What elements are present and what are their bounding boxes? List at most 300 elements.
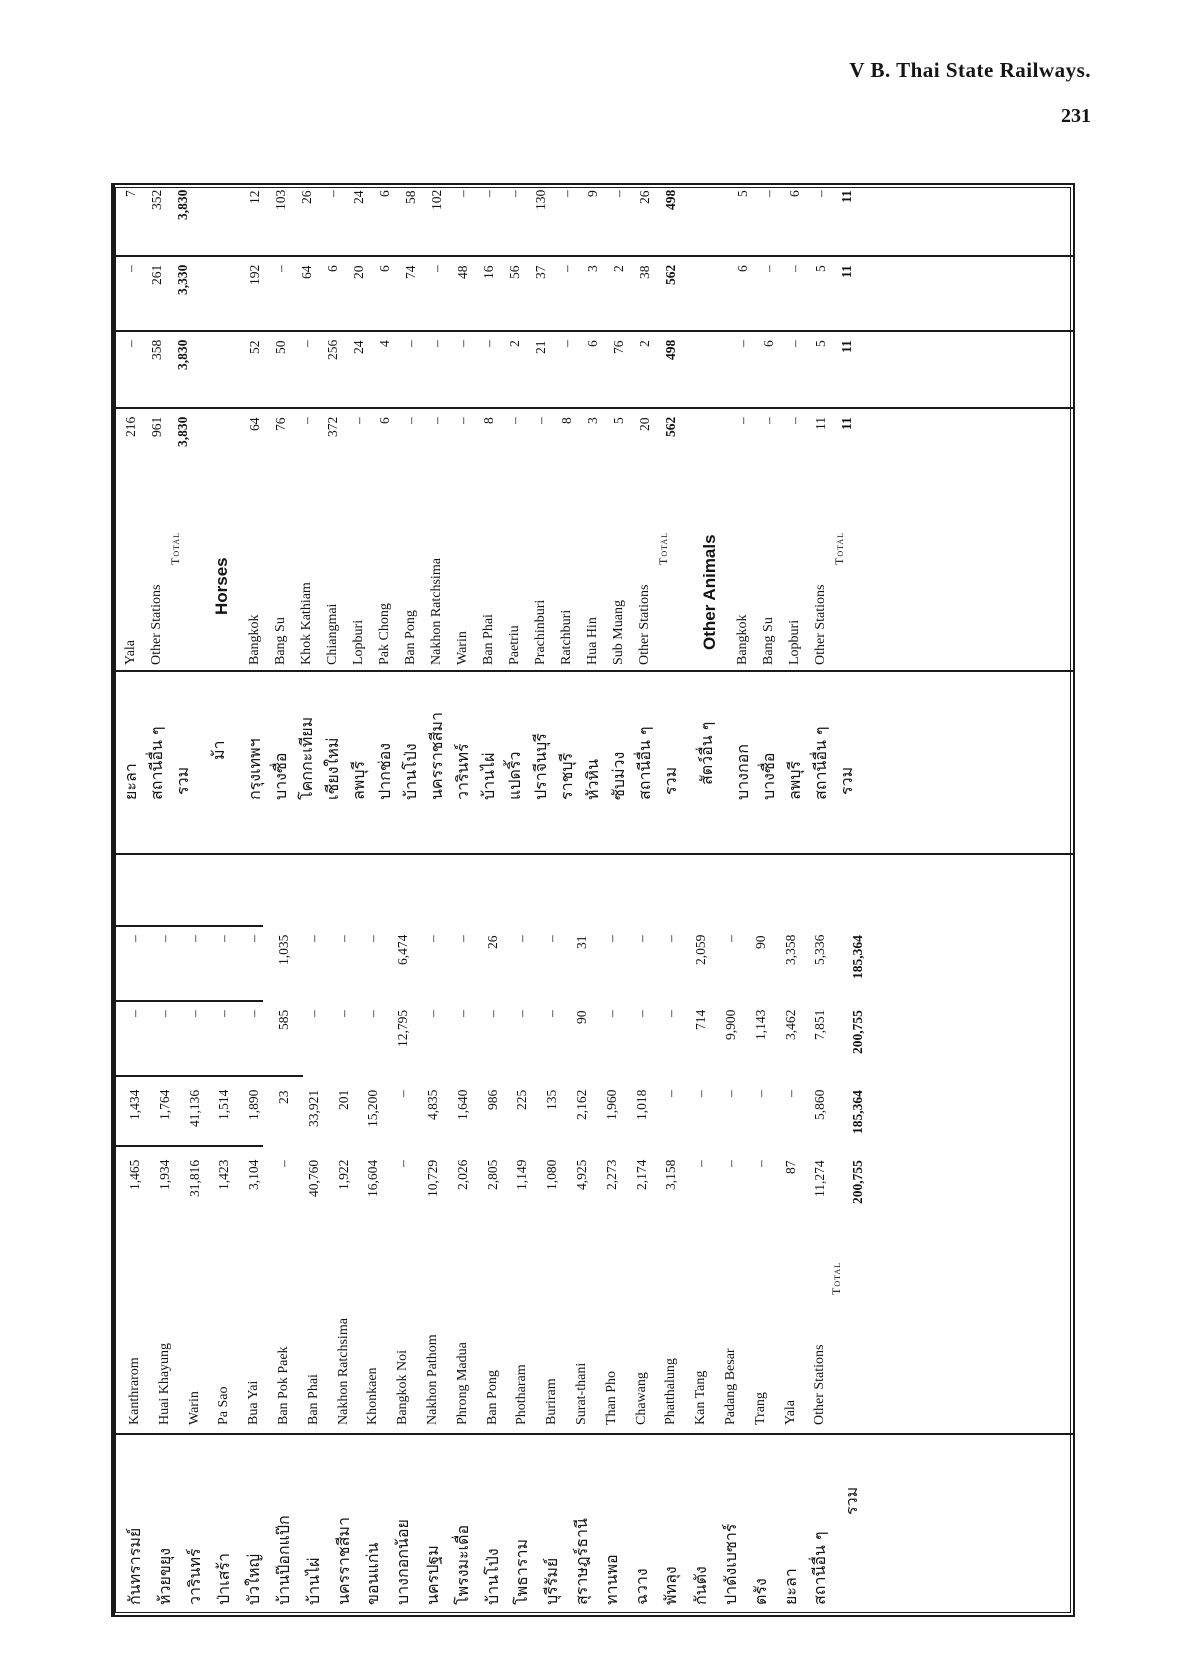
- thai-station-name: บางซื่อ: [271, 752, 290, 800]
- table-cell: –: [611, 190, 626, 197]
- table-cell: 6: [787, 190, 802, 197]
- column-rule: [113, 185, 115, 1615]
- total-cell: 3,330: [175, 264, 190, 295]
- section-thai-heading: สัตว์อื่น ๆ: [697, 721, 716, 785]
- thai-station-name: บ้านโป่ง: [482, 1548, 502, 1605]
- table-cell: –: [663, 935, 679, 942]
- table-cell: –: [507, 190, 522, 197]
- row-rule: [113, 853, 1073, 855]
- section-heading: Horses: [211, 557, 231, 615]
- table-cell: 225: [514, 1089, 530, 1110]
- table-cell: 5,860: [812, 1089, 828, 1120]
- table-cell: 37: [533, 265, 548, 279]
- station-name: Bangkok: [735, 614, 750, 665]
- row-rule: [113, 255, 1073, 257]
- table-cell: 1,434: [127, 1089, 142, 1120]
- table-cell: 1,465: [127, 1159, 142, 1190]
- thai-station-name: บางกอก: [733, 744, 752, 800]
- total-cell: 562: [663, 416, 678, 437]
- thai-station-name: ห้วยขยุง: [154, 1547, 174, 1605]
- table-cell: 24: [351, 190, 366, 204]
- total-thai-label: รวม: [661, 766, 680, 795]
- thai-station-name: หัวหิน: [583, 758, 602, 800]
- station-name: Photharam: [514, 1364, 530, 1425]
- table-cell: 6,474: [395, 934, 411, 965]
- table-cell: –: [429, 417, 444, 424]
- table-cell: 3,158: [663, 1159, 679, 1190]
- thai-station-name: ราชบุรี: [557, 752, 576, 800]
- station-name: Ban Phai: [305, 1374, 321, 1425]
- table-cell: –: [633, 1010, 649, 1017]
- station-name: Paetriu: [507, 625, 522, 665]
- table-cell: 5: [735, 190, 750, 197]
- station-name: Padang Besar: [723, 1348, 738, 1425]
- table-cell: –: [559, 190, 574, 197]
- total-thai-label: รวม: [837, 766, 856, 795]
- table-cell: 31: [574, 935, 589, 949]
- table-cell: –: [395, 1160, 411, 1167]
- table-cell: –: [273, 265, 288, 272]
- table-cell: 21: [533, 340, 548, 354]
- station-name: Warin: [186, 1391, 202, 1425]
- thai-station-name: ยะลา: [121, 763, 140, 800]
- table-cell: –: [216, 1010, 232, 1017]
- table-cell: 5: [813, 265, 828, 272]
- station-name: Yala: [123, 639, 138, 665]
- thai-station-name: ปาดังเบซาร์: [721, 1523, 740, 1605]
- table-cell: 90: [574, 1010, 589, 1024]
- station-name: Phatthalung: [663, 1358, 679, 1425]
- table-cell: 10,729: [425, 1159, 440, 1197]
- table-cell: 352: [149, 189, 164, 210]
- table-cell: 87: [782, 1160, 798, 1174]
- row-rule: [113, 1433, 1073, 1435]
- table-cell: –: [735, 417, 750, 424]
- total-label: Total: [168, 531, 182, 565]
- table-cell: 90: [752, 935, 768, 949]
- table-cell: –: [455, 417, 470, 424]
- table-cell: 103: [273, 189, 288, 210]
- table-cell: 2,805: [484, 1159, 500, 1190]
- total-cell: 11: [839, 190, 854, 203]
- table-cell: 76: [611, 340, 626, 354]
- table-cell: 714: [693, 1009, 709, 1030]
- table-cell: –: [484, 1010, 500, 1017]
- thai-station-name: บางกอกน้อย: [393, 1519, 413, 1605]
- station-name: Nakhon Pathom: [425, 1334, 440, 1425]
- table-cell: 6: [585, 340, 600, 347]
- table-cell: –: [752, 1160, 768, 1167]
- table-cell: –: [723, 1090, 738, 1097]
- station-name: Bua Yai: [246, 1380, 262, 1425]
- table-cell: –: [365, 935, 381, 942]
- station-name: Chawang: [633, 1372, 649, 1425]
- station-name: Huai Khayung: [156, 1342, 172, 1425]
- table-cell: –: [123, 340, 138, 347]
- station-name: Pak Chong: [377, 603, 392, 665]
- table-cell: –: [782, 1090, 798, 1097]
- table-cell: 1,018: [633, 1089, 649, 1120]
- station-name: Ban Pong: [484, 1370, 500, 1425]
- table-cell: 6: [377, 265, 392, 272]
- table-cell: 9: [585, 190, 600, 197]
- table-cell: 24: [351, 340, 366, 354]
- station-name: Ban Pok Paek: [276, 1346, 291, 1425]
- total-label: Total: [656, 531, 670, 565]
- table-cell: –: [663, 1010, 679, 1017]
- table-cell: –: [787, 265, 802, 272]
- page-number: 231: [1061, 105, 1091, 127]
- table-cell: 52: [247, 340, 262, 354]
- table-cell: –: [533, 417, 548, 424]
- station-name: Lopburi: [787, 619, 802, 665]
- thai-station-name: ซับม่วง: [609, 751, 628, 800]
- table-cell: –: [761, 265, 776, 272]
- table-cell: 1,035: [276, 934, 291, 965]
- table-cell: –: [425, 935, 440, 942]
- table-cell: 3,358: [782, 934, 798, 965]
- table-cell: –: [761, 417, 776, 424]
- thai-station-name: บ้านไผ่: [303, 1557, 323, 1605]
- station-name: Ban Phai: [481, 614, 496, 665]
- thai-station-name: กันทรารมย์: [125, 1527, 144, 1605]
- station-name: Prachinburi: [533, 599, 548, 665]
- table-cell: –: [335, 1010, 351, 1017]
- table-cell: –: [246, 1010, 262, 1017]
- total-cell: 200,755: [850, 1010, 866, 1054]
- station-name: Sub Muang: [611, 600, 626, 665]
- station-name: Bangkok: [247, 614, 262, 665]
- thai-station-name: พัทลุง: [661, 1566, 681, 1605]
- table-cell: –: [365, 1010, 381, 1017]
- table-cell: 2: [611, 265, 626, 272]
- table-cell: 3,462: [782, 1009, 798, 1040]
- thai-station-name: ฉวาง: [631, 1568, 651, 1605]
- thai-station-name: นครปฐม: [423, 1545, 442, 1605]
- thai-station-name: ป่าเสร้า: [214, 1553, 234, 1605]
- table-cell: 5,336: [812, 934, 828, 965]
- table-cell: –: [454, 935, 470, 942]
- table-cell: 1,890: [246, 1089, 262, 1120]
- table-cell: –: [813, 190, 828, 197]
- table-cell: 26: [299, 190, 314, 204]
- table-cell: –: [395, 1090, 411, 1097]
- table-cell: 64: [247, 417, 262, 431]
- thai-station-name: ยะลา: [780, 1568, 800, 1605]
- table-cell: 1,640: [454, 1089, 470, 1120]
- table-cell: 585: [276, 1009, 291, 1030]
- table-cell: 11,274: [812, 1160, 828, 1197]
- table-cell: –: [752, 1090, 768, 1097]
- table-cell: –: [325, 190, 340, 197]
- table-cell: –: [429, 340, 444, 347]
- table-cell: 4,925: [574, 1159, 589, 1190]
- table-cell: –: [216, 935, 232, 942]
- table-cell: 26: [484, 935, 500, 949]
- row-rule: [113, 1000, 263, 1002]
- table-cell: –: [299, 340, 314, 347]
- table-cell: 74: [403, 265, 418, 279]
- table-cell: –: [425, 1010, 440, 1017]
- table-cell: 1,764: [156, 1089, 172, 1120]
- table-cell: –: [305, 935, 321, 942]
- table-cell: –: [481, 340, 496, 347]
- table-cell: –: [514, 935, 530, 942]
- table-cell: 961: [149, 416, 164, 437]
- table-cell: –: [351, 417, 366, 424]
- table-cell: 6: [761, 340, 776, 347]
- station-name: Warin: [455, 631, 470, 665]
- table-cell: –: [403, 417, 418, 424]
- table-cell: –: [186, 1010, 202, 1017]
- row-rule: [113, 670, 1073, 672]
- station-name: Khok Kathiam: [299, 582, 314, 665]
- station-name: Bang Su: [761, 617, 776, 665]
- table-cell: 4,835: [425, 1089, 440, 1120]
- table-cell: –: [559, 265, 574, 272]
- table-cell: –: [246, 935, 262, 942]
- table-cell: 76: [273, 417, 288, 431]
- thai-station-name: โพรงมะเดื่อ: [452, 1524, 472, 1605]
- thai-station-name: บุรีรัมย์: [542, 1557, 562, 1605]
- table-cell: 6: [377, 417, 392, 424]
- total-cell: 11: [839, 417, 854, 430]
- table-cell: –: [127, 935, 142, 942]
- station-name: Pa Sao: [216, 1386, 232, 1425]
- station-name: Nakhon Ratchsima: [335, 1318, 351, 1425]
- table-cell: 4: [377, 340, 392, 347]
- table-cell: 2: [507, 340, 522, 347]
- table-cell: 7,851: [812, 1009, 828, 1040]
- thai-station-name: โพธาราม: [512, 1538, 532, 1605]
- table-cell: –: [787, 417, 802, 424]
- station-name: Other Stations: [637, 584, 652, 665]
- table-cell: 2,059: [693, 934, 709, 965]
- table-cell: –: [403, 340, 418, 347]
- table-cell: –: [559, 340, 574, 347]
- table-cell: 58: [403, 190, 418, 204]
- table-cell: –: [603, 935, 619, 942]
- table-cell: –: [305, 1010, 321, 1017]
- table-cell: 20: [351, 265, 366, 279]
- table-cell: 130: [533, 189, 548, 210]
- table-cell: –: [761, 190, 776, 197]
- table-cell: 102: [429, 189, 444, 210]
- table-cell: 1,149: [514, 1159, 530, 1190]
- table-cell: 261: [149, 264, 164, 285]
- station-name: Other Stations: [812, 1344, 828, 1425]
- table-cell: 2,273: [603, 1159, 619, 1190]
- station-name: Nakhon Ratchsima: [429, 558, 444, 665]
- total-cell: 3,830: [175, 189, 190, 220]
- thai-station-name: บางซื่อ: [759, 752, 778, 800]
- row-rule: [113, 407, 1073, 409]
- table-cell: 3: [585, 417, 600, 424]
- table-cell: –: [481, 190, 496, 197]
- table-cell: 1,143: [752, 1009, 768, 1040]
- table-cell: 20: [637, 417, 652, 431]
- table-cell: 201: [335, 1089, 351, 1110]
- table-cell: 16,604: [365, 1159, 381, 1197]
- total-label: Total: [829, 1261, 844, 1295]
- table-cell: 6: [735, 265, 750, 272]
- table-cell: 31,816: [186, 1159, 202, 1197]
- thai-station-name: ลพบุรี: [349, 760, 368, 800]
- table-cell: 26: [637, 190, 652, 204]
- thai-station-name: สุราษฎร์ธานี: [572, 1518, 591, 1605]
- table-cell: –: [633, 935, 649, 942]
- table-cell: –: [186, 935, 202, 942]
- table-cell: 64: [299, 265, 314, 279]
- thai-station-name: ปราจีนบุรี: [531, 733, 550, 800]
- total-cell: 185,364: [850, 935, 866, 979]
- section-thai-heading: ม้า: [209, 740, 228, 760]
- table-cell: 12,795: [395, 1009, 411, 1047]
- table-cell: 6: [325, 265, 340, 272]
- thai-station-name: วารินทร์: [453, 743, 472, 800]
- station-name: Trang: [752, 1392, 768, 1425]
- section-heading: Other Animals: [699, 534, 719, 650]
- table-cell: 40,760: [305, 1159, 321, 1197]
- station-name: Than Pho: [603, 1370, 619, 1425]
- station-name: Other Stations: [149, 584, 164, 665]
- table-cell: –: [429, 265, 444, 272]
- station-name: Khonkaen: [365, 1367, 381, 1425]
- table-cell: 15,200: [365, 1089, 381, 1127]
- table-cell: –: [455, 340, 470, 347]
- table-cell: 135: [544, 1089, 560, 1110]
- thai-station-name: เชียงใหม่: [323, 737, 342, 800]
- thai-station-name: ทานพอ: [601, 1554, 621, 1605]
- row-rule: [113, 925, 263, 927]
- table-cell: –: [454, 1010, 470, 1017]
- thai-station-name: บ้านไผ่: [479, 752, 498, 800]
- total-thai-label: รวม: [173, 766, 192, 795]
- table-cell: –: [123, 265, 138, 272]
- table-cell: 1,934: [156, 1159, 172, 1190]
- table-cell: 5: [611, 417, 626, 424]
- total-cell: 11: [839, 265, 854, 278]
- table-cell: 16: [481, 265, 496, 279]
- total-cell: 498: [663, 189, 678, 210]
- table-cell: –: [693, 1090, 709, 1097]
- table-cell: –: [544, 1010, 560, 1017]
- station-name: Lopburi: [351, 619, 366, 665]
- station-name: Phrong Madua: [454, 1342, 470, 1425]
- thai-station-name: วารินทร์: [184, 1548, 204, 1605]
- row-rule: [113, 1145, 263, 1147]
- table-cell: 48: [455, 265, 470, 279]
- thai-station-name: ปากช่อง: [375, 742, 394, 800]
- total-cell: 185,364: [850, 1090, 866, 1134]
- total-cell: 3,830: [175, 416, 190, 447]
- total-cell: 11: [839, 340, 854, 353]
- table-cell: 5: [813, 340, 828, 347]
- table-cell: 3,104: [246, 1159, 262, 1190]
- table-cell: –: [127, 1010, 142, 1017]
- table-cell: –: [335, 935, 351, 942]
- table-cell: 7: [123, 190, 138, 197]
- thai-station-name: บ้านโป่ง: [401, 743, 420, 800]
- table-cell: 216: [123, 416, 138, 437]
- thai-station-name: บัวใหญ่: [244, 1553, 264, 1605]
- thai-station-name: สถานีอื่น ๆ: [635, 726, 654, 800]
- thai-station-name: ลพบุรี: [785, 760, 804, 800]
- thai-station-name: กันตัง: [691, 1566, 711, 1605]
- table-cell: 1,080: [544, 1159, 560, 1190]
- table-cell: 3: [585, 265, 600, 272]
- total-cell: 3,830: [175, 339, 190, 370]
- station-name: Surat-thani: [574, 1362, 589, 1425]
- station-name: Yala: [782, 1399, 798, 1425]
- table-cell: 9,900: [723, 1009, 738, 1040]
- table-cell: 23: [276, 1090, 291, 1104]
- table-cell: –: [544, 935, 560, 942]
- table-cell: –: [723, 1160, 738, 1167]
- table-cell: 41,136: [186, 1089, 202, 1127]
- thai-station-name: กรุงเทพฯ: [245, 738, 264, 800]
- station-name: Ratchburi: [559, 609, 574, 665]
- table-cell: –: [735, 340, 750, 347]
- station-name: Kanthrarom: [127, 1357, 142, 1425]
- thai-station-name: ขอนแก่น: [363, 1542, 383, 1605]
- table-cell: –: [507, 417, 522, 424]
- table-cell: 12: [247, 190, 262, 204]
- table-cell: 192: [247, 264, 262, 285]
- thai-station-name: โคกกะเทียม: [297, 716, 316, 800]
- table-cell: 2,174: [633, 1159, 649, 1190]
- table-cell: –: [156, 1010, 172, 1017]
- thai-station-name: สถานีอื่น ๆ: [810, 1531, 830, 1605]
- table-cell: 372: [325, 416, 340, 437]
- row-rule: [113, 1075, 303, 1077]
- table-cell: 6: [377, 190, 392, 197]
- thai-station-name: แปดริ้ว: [505, 751, 524, 800]
- table-cell: –: [455, 190, 470, 197]
- table-cell: 1,514: [216, 1089, 232, 1120]
- table-cell: 50: [273, 340, 288, 354]
- station-name: Ban Pong: [403, 610, 418, 665]
- station-name: Kan Tang: [693, 1370, 709, 1425]
- table-cell: –: [156, 935, 172, 942]
- table-cell: –: [299, 417, 314, 424]
- station-name: Bangkok Noi: [395, 1349, 411, 1425]
- table-cell: 38: [637, 265, 652, 279]
- thai-station-name: ตรัง: [750, 1578, 770, 1605]
- table-cell: 1,423: [216, 1159, 232, 1190]
- table-cell: 2,162: [574, 1089, 589, 1120]
- total-label: Total: [832, 531, 846, 565]
- table-cell: 2: [637, 340, 652, 347]
- table-cell: 256: [325, 339, 340, 360]
- table-cell: –: [787, 340, 802, 347]
- thai-station-name: สถานีอื่น ๆ: [811, 726, 830, 800]
- table-cell: 2,026: [454, 1159, 470, 1190]
- station-name: Other Stations: [813, 584, 828, 665]
- running-head: V B. Thai State Railways.: [849, 58, 1091, 82]
- table-cell: 358: [149, 339, 164, 360]
- table-cell: 986: [484, 1089, 500, 1110]
- total-cell: 562: [663, 264, 678, 285]
- table-cell: 11: [813, 417, 828, 430]
- row-rule: [113, 330, 1073, 332]
- station-name: Buriram: [544, 1378, 560, 1425]
- table-cell: –: [276, 1160, 291, 1167]
- total-cell: 498: [663, 339, 678, 360]
- total-thai-label: รวม: [842, 1486, 862, 1515]
- table-cell: –: [603, 1010, 619, 1017]
- table-cell: 56: [507, 265, 522, 279]
